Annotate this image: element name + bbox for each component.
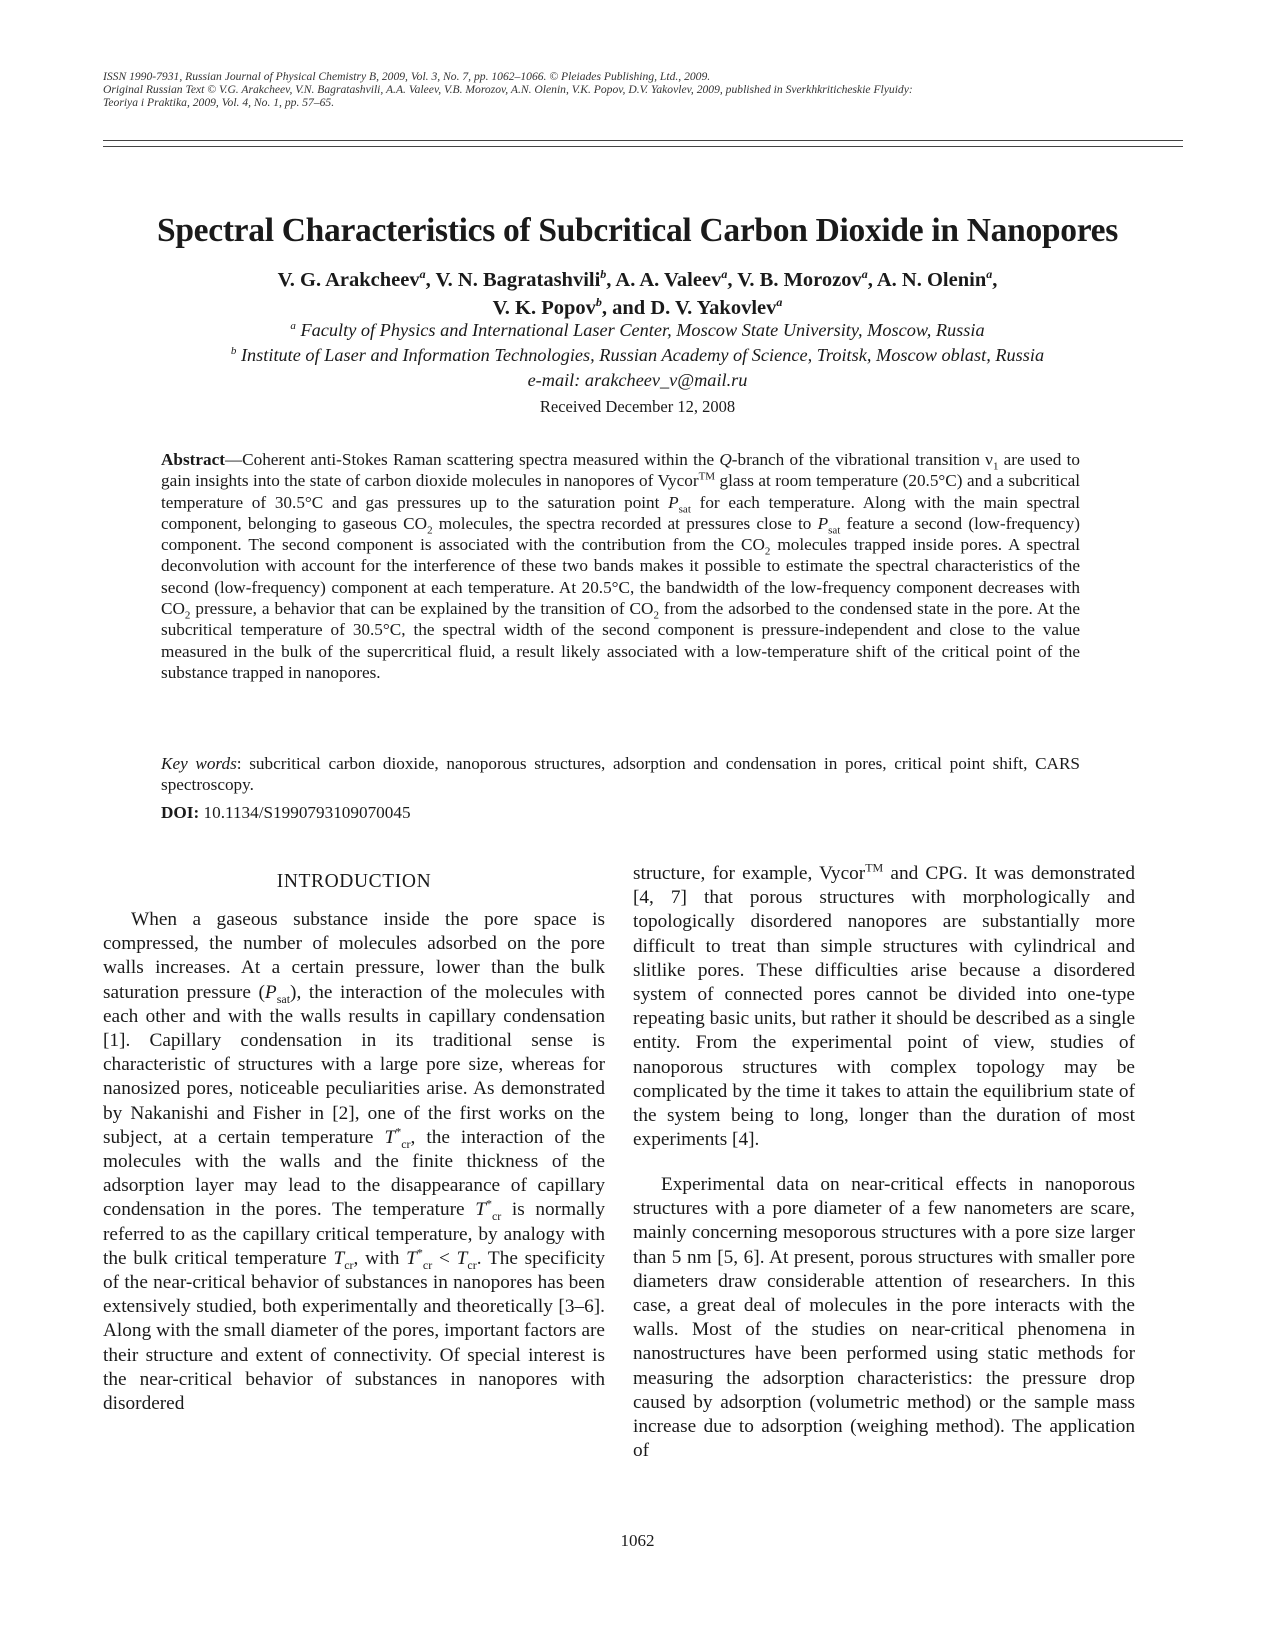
author-list bbox=[0, 266, 1275, 322]
author-affiliation-mark: a bbox=[721, 267, 728, 282]
author-name: V. K. Popov bbox=[492, 297, 596, 319]
doi bbox=[161, 803, 411, 823]
keywords bbox=[161, 753, 1080, 796]
journal-header-line-1: ISSN 1990-7931, Russian Journal of Physical Chemistry B, 2009, Vol. 3, No. 7, pp. 1062–1066. © Pleiades Publishing, Ltd., 2009. bbox=[103, 70, 711, 83]
affiliation-mark: b bbox=[230, 344, 237, 357]
paper-title: Spectral Characteristics of Subcritical Carbon Dioxide in Nanopores bbox=[157, 212, 1118, 249]
abstract: Abstract—Coherent anti-Stokes Raman scattering spectra measured within the Q-branch of the vibrational transition $\nu_1$ are used to gain insights into the state of carbon dioxide molecules in nanopores of Vycor™ glass at room temperature (20.5°C) and a subcritical temperature of 30.5°C and gas pressures up to the saturation point $P_{sat}$ for each temperature. Along with the main spectral component, belonging to gaseous $CO_2$ molecules, the spectra recorded at pressures close to $P_{sat}$ feature a second (low-frequency) component. The second component is associated with the contribution from the $CO_2$ molecules trapped inside pores. A spectral deconvolution with account for the interference of these two bands makes it possible to estimate the spectral characteristics of the second (low-frequency) component at each temperature. At 20.5°C, the bandwidth of the low-frequency component decreases with $CO_2$ pressure, a behavior that can be explained by the transition of $CO_2$ from the adsorbed to the condensed state in the pore. At the subcritical temperature of 30.5°C, the spectral width of the second component is pressure-independent and close to the value measured in the bulk of the supercritical fluid, a result likely associated with a low-temperature shift of the critical point of the substance trapped in nanopores. bbox=[161, 450, 1081, 682]
author-affiliation-mark: a bbox=[776, 295, 783, 310]
keywords-label: Key words bbox=[161, 754, 237, 773]
author-name: A. A. Valeev bbox=[615, 269, 722, 291]
author-name: V. B. Morozov bbox=[737, 269, 862, 291]
author-name: A. N. Olenin bbox=[876, 269, 987, 291]
author-affiliation-mark: a bbox=[986, 267, 993, 282]
affiliation-b bbox=[0, 345, 1275, 366]
author-affiliation-mark: a bbox=[861, 267, 868, 282]
journal-header-line-3: Teoriya i Praktika, 2009, Vol. 4, No. 1, pp. 57–65. bbox=[103, 96, 335, 109]
header-rule-bottom bbox=[103, 146, 1183, 147]
doi-value: 10.1134/S1990793109070045 bbox=[199, 803, 411, 822]
author-affiliation-mark: b bbox=[595, 295, 602, 310]
author-name: V. G. Arakcheev bbox=[277, 269, 420, 291]
body-paragraph-right-1: structure, for example, Vycor™ and CPG. It was demonstrated [4, 7] that porous structures with morphologically and topologically disordered nanopores are substantially more difficult to treat than simple structures with cylindrical and slitlike pores. These difficulties arise because a disordered system of connected pores cannot be divided into one-type repeating basic units, but rather it should be described as a single entity. From the experimental point of view, studies of nanoporous structures with complex topology may be complicated by the time it takes to attain the equilibrium state of the system being to long, longer than the duration of most experiments [4]. bbox=[633, 860, 1135, 1151]
abstract-label: Abstract bbox=[161, 450, 225, 469]
author-name: V. N. Bagratashvili bbox=[435, 269, 601, 291]
author-line-2: V. K. Popov$^b$, and D. V. Yakovlev$^a$ bbox=[492, 295, 783, 319]
author-affiliation-mark: a bbox=[419, 267, 426, 282]
journal-header bbox=[103, 70, 1183, 109]
journal-header-line-2: Original Russian Text © V.G. Arakcheev, V.N. Bagratashvili, A.A. Valeev, V.B. Morozov, A.N. Olenin, V.K. Popov, D.V. Yakovlev, 2009, published in Sverkhkriticheskie Flyuidy: bbox=[103, 83, 913, 96]
body-paragraph-left: When a gaseous substance inside the pore space is compressed, the number of molecules adsorbed on the pore walls increases. At a certain pressure, lower than the bulk saturation pressure $(P_{sat})$, the interaction of the molecules with each other and with the walls results in capillary condensation [1]. Capillary condensation in its traditional sense is characteristic of structures with a large pore size, whereas for nanosized pores, noticeable peculiarities arise. As demonstrated by Nakanishi and Fisher in [2], one of the first works on the subject, at a certain temperature $T^*_{cr}$, the interaction of the molecules with the walls and the finite thickness of the adsorption layer may lead to the disappearance of capillary condensation in the pores. The temperature $T^*_{cr}$ is normally referred to as the capillary critical temperature, by analogy with the bulk critical temperature $T_{cr}$, with $T^*_{cr} < T_{cr}$. The specificity of the near-critical behavior of substances in nanopores has been extensively studied, both experimentally and theoretically [3–6]. Along with the small diameter of the pores, important factors are their structure and extent of connectivity. Of special interest is the near-critical behavior of substances in nanopores with disordered bbox=[103, 909, 605, 1415]
affiliation-mark: a bbox=[290, 319, 296, 332]
section-title-introduction: INTRODUCTION bbox=[276, 871, 432, 892]
header-rule-top bbox=[103, 140, 1183, 141]
body-paragraph-right-2: Experimental data on near-critical effects in nanoporous structures with a pore diameter of a few nanometers are scare, mainly concerning mesoporous structures with a pore size larger than 5 nm [5, 6]. At present, porous structures with smaller pore diameters draw considerable attention of researchers. In this case, a great deal of molecules in the pore interacts with the walls. Most of the studies on near-critical phenomena in nanostructures have been performed using static methods for measuring the adsorption characteristics: the pressure drop caused by adsorption (volumetric method) or the sample mass increase due to adsorption (weighing method). The application of bbox=[633, 1174, 1135, 1462]
author-name: D. V. Yakovlev bbox=[650, 297, 777, 319]
affiliation-text: Faculty of Physics and International Laser Center, Moscow State University, Moscow, Russia bbox=[300, 320, 985, 340]
doi-label: DOI: bbox=[161, 803, 200, 822]
email: e-mail: arakcheev_v@mail.ru bbox=[527, 370, 748, 390]
affiliation-a bbox=[0, 320, 1275, 341]
author-affiliation-mark: b bbox=[600, 267, 607, 282]
page-number: 1062 bbox=[620, 1531, 655, 1550]
keywords-text: : subcritical carbon dioxide, nanoporous structures, adsorption and condensation in pores, critical point shift, CARS spectroscopy. bbox=[161, 754, 1080, 795]
received-date: Received December 12, 2008 bbox=[539, 397, 736, 416]
author-line-1: V. G. Arakcheev$^a$, V. N. Bagratashvili$^b$, A. A. Valeev$^a$, V. B. Morozov$^a$, A. N. Olenin$^a$, bbox=[277, 267, 998, 291]
affiliation-text: Institute of Laser and Information Technologies, Russian Academy of Science, Troitsk, Moscow oblast, Russia bbox=[240, 345, 1045, 365]
